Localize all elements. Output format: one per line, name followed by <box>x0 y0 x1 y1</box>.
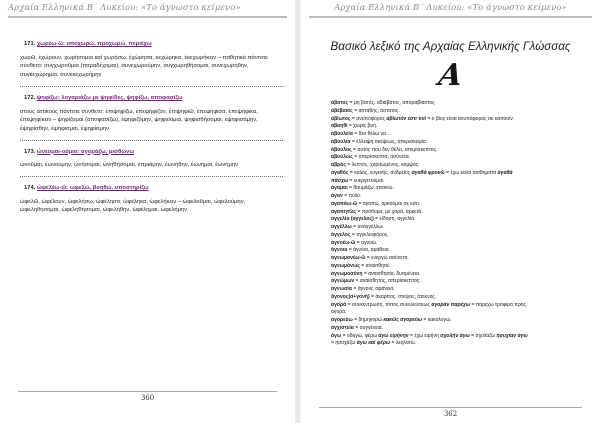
entry-body: στους αττικούς πάντοτε σύνθετο: ἐπιψηφίζω, ἐπεψήφιζον, ἐπιψηφιῶ, ἐπεψήφισα, ἐπεψήφικα, ἐπεψηφίκειν – ψηφίζομαι (αποφασίζω), ἐψηφιζόμην, ψηφιοῦμαι, ψηφισθήσομαι, ἐψηφισάμην, ἐψηφίσθην, ἐψήφισμαι, ἐψηφίσμην <box>20 108 258 132</box>
glossary-term: ἄβουλος <box>331 146 352 153</box>
left-page <box>0 0 296 423</box>
glossary-definition: = ο βίος είναι ανυπόφορος σε κάποιον. <box>425 115 515 122</box>
glossary-definition: = πολύ. <box>342 193 362 199</box>
verb-entry-172 <box>20 94 283 141</box>
glossary-list <box>331 100 585 348</box>
glossary-definition: = αναίσθητος, απερίσκεπτος. <box>354 278 421 285</box>
glossary-term: ἀγνωμόνως <box>331 262 360 269</box>
glossary-term: ἀβοηθί <box>331 123 348 130</box>
glossary-term: ἀγνωμοσύνη <box>331 270 363 277</box>
glossary-definition: = πρόθυμα, με χαρά, αρκετά. <box>356 208 423 215</box>
glossary-definition: = αγγελιοφόρος. <box>350 231 389 238</box>
glossary-definition: = άκαρπος, στείρος, άτεκνος. <box>369 293 437 300</box>
glossary-line <box>331 333 585 341</box>
glossary-term: ἀγνοέω-ῶ <box>331 239 356 246</box>
glossary-line <box>331 309 585 317</box>
glossary-term: ἀγνωσία <box>331 286 352 292</box>
entry-headword: ψηφίζω: λογαριάζω με ψηφίδες, ψηφίζω, αποφασίζω <box>36 94 183 101</box>
glossary-phrase: ἄγω καὶ φέρω <box>356 340 391 347</box>
entry-headword: ὠνέομαι-οῦμαι: αγοράζω, μισθώνω <box>36 148 135 155</box>
entry-heading <box>24 94 283 103</box>
glossary-definition: αγορά. <box>331 309 347 316</box>
glossary-term: ἄγονος(α+γονή) <box>331 293 370 300</box>
glossary-line <box>331 209 585 217</box>
glossary-term: ἀγαθός <box>331 169 349 176</box>
glossary-line <box>331 255 585 263</box>
glossary-definition: = αναίσθητα. <box>359 262 391 269</box>
glossary-line <box>331 247 585 255</box>
glossary-definition: = απερίσκεπτα, ασύνετα. <box>352 154 411 161</box>
glossary-definition: = αναγγέλλω. <box>351 224 384 230</box>
glossary-line <box>331 193 585 201</box>
glossary-line <box>331 100 585 108</box>
glossary-line <box>331 224 585 232</box>
glossary-phrase: ἀγαθά φρονῶ <box>411 169 445 176</box>
glossary-definition: = ασταθής, άστατος. <box>352 107 400 114</box>
left-page-content <box>20 40 283 221</box>
glossary-line <box>331 108 585 116</box>
glossary-definition: = κακολογώ. <box>422 317 452 323</box>
glossary-definition: = άγνοια, αφάνεια. <box>351 286 395 292</box>
glossary-term: ἄβατος <box>331 100 349 106</box>
glossary-line <box>331 340 585 348</box>
glossary-term: ἀγγελία (ἀγγελος) <box>331 216 374 223</box>
glossary-line <box>331 294 585 302</box>
glossary-phrase: κακῶς ἀγορεύω <box>383 317 422 323</box>
glossary-definition: = συνκέντρωση, τόπος συνελεύσεως <box>346 301 432 308</box>
running-head-right: Αρχαία Ελληνικά Β΄ Λυκείου: «Το άγνωστο κείμενο» <box>334 2 567 12</box>
glossary-term: ἀγγέλλω <box>331 224 352 230</box>
glossary-line <box>331 278 585 286</box>
glossary-definition: = παρέχω τρόφιμα προς <box>469 301 526 308</box>
glossary-term: ἀγαπητῶς <box>331 208 357 215</box>
entry-body: ὠνοῦμαι, ἐωνούμην, ὠνήσομαι, ὠνηθήσομαι, ἐπριάμην, ἑωνήθην, ἑώνημαι, ἑωνήμην <box>20 162 238 169</box>
entry-body: ὠφελῶ, ὠφέλουν, ὠφελήσω, ὠφέλησα, ὠφέληκα, ὠφελήκειν – ὠφελοῦμαι, ὠφελούμην, ὠφεληθήσομαι, ὠφεληθήσομαι, ὠφελήθην, ὠφέλημαι, ὠφελήμην <box>20 198 246 214</box>
glossary-definition: = αναισθησία, δυσμένεια. <box>362 270 421 277</box>
glossary-phrase: πάσχω <box>331 177 349 184</box>
verb-entry-171 <box>20 40 283 87</box>
header-rule-left <box>8 16 287 18</box>
glossary-line <box>331 325 585 333</box>
footer-rule-left <box>18 391 277 392</box>
glossary-phrase: ἀγαθά <box>497 169 513 176</box>
entry-heading <box>24 184 283 193</box>
glossary-phrase: ἡσυχίαν ἄγω <box>496 332 528 339</box>
glossary-definition: = έχω ειρήνη <box>408 332 441 339</box>
entry-separator <box>20 176 283 177</box>
glossary-definition: = λεηλατώ. <box>390 340 417 347</box>
glossary-definition: = έχω καλά αισθήματα <box>444 169 498 176</box>
glossary-definition: = είδηση, αγγελία. <box>373 216 416 223</box>
glossary-definition: = χωρίς βοή. <box>347 123 378 130</box>
entry-heading <box>24 40 283 49</box>
glossary-term: ἁβρός <box>331 162 347 168</box>
entry-heading <box>24 148 283 157</box>
page-number-left: 360 <box>140 394 155 402</box>
glossary-line <box>331 263 585 271</box>
entry-separator <box>20 86 283 87</box>
glossary-line <box>331 201 585 209</box>
glossary-line <box>331 232 585 240</box>
glossary-term: ἀβίωτος <box>331 115 351 122</box>
entry-number: 171. <box>24 41 36 47</box>
glossary-line <box>331 116 585 124</box>
entry-separator <box>20 140 283 141</box>
glossary-definition: = μη βατός, αδιάβατος, απαραβίαστος <box>348 100 435 106</box>
glossary-definition: = συγγένεια. <box>353 324 383 331</box>
right-page <box>301 0 600 423</box>
header-rule-right <box>309 16 592 18</box>
verb-entry-174 <box>20 184 283 215</box>
glossary-term: ἀβέβαιος <box>331 107 353 114</box>
glossary-term: ἀβουλεία <box>331 131 353 137</box>
glossary-term: ἄγαμαι <box>331 185 348 192</box>
glossary-line <box>331 286 585 294</box>
glossary-definition: = ησυχάζω <box>331 340 357 347</box>
glossary-line <box>331 139 585 147</box>
glossary-line <box>331 240 585 248</box>
glossary-line <box>331 317 585 325</box>
entry-number: 172. <box>24 94 36 101</box>
glossary-definition: = θαυμάζω, επαινώ. <box>347 185 394 192</box>
glossary-definition: = ενεργώ ασύνετα. <box>365 255 409 261</box>
glossary-definition: = δεν θέλω να… <box>352 131 391 137</box>
glossary-line <box>331 178 585 186</box>
glossary-phrase: ἀγοράν παρέχω <box>431 301 470 308</box>
glossary-term: ἀγνώμων <box>331 278 355 285</box>
glossary-term: ἀγορά <box>331 301 347 308</box>
running-head-left: Αρχαία Ελληνικά Β΄ Λυκείου: «Το άγνωστο κείμενο» <box>8 2 241 12</box>
glossary-line <box>331 271 585 279</box>
entry-number: 173. <box>24 148 36 155</box>
glossary-definition: = έλλειψη σκέψεως, απερισκεψία. <box>350 138 428 145</box>
glossary-definition: = ανυπόφορος <box>350 115 387 122</box>
glossary-line <box>331 131 585 139</box>
glossary-line <box>331 123 585 131</box>
entry-number: 174. <box>24 185 36 192</box>
glossary-phrase: ἄγω εἰρήνην <box>378 332 409 339</box>
glossary-term: ἄγω <box>331 332 342 339</box>
glossary-definition: = αγαπώ, αρκούμαι σε κάτι. <box>357 200 421 207</box>
section-letter: Α <box>436 58 465 93</box>
glossary-line <box>331 216 585 224</box>
glossary-line <box>331 170 585 178</box>
glossary-term: ἀγνωμονέω-ῶ <box>331 255 366 261</box>
glossary-term: ἀγχιστεία <box>331 324 354 331</box>
glossary-line <box>331 302 585 310</box>
verb-entry-173 <box>20 148 283 177</box>
glossary-term: ἀγορεύω <box>331 317 353 323</box>
entry-headword: χωρέω-ῶ: υποχωρώ, προχωρώ, περιέχω <box>36 41 152 47</box>
glossary-term: ἄγνοια <box>331 247 348 254</box>
glossary-definition: = δημηγορώ <box>352 317 384 323</box>
glossary-line <box>331 185 585 193</box>
glossary-term: ἄγγελος <box>331 231 351 238</box>
glossary-term: ἄγαν <box>331 193 343 199</box>
entry-headword: ὠφελέω-ῶ: ωφελώ, βοηθώ, υποστηρίζω <box>36 185 149 192</box>
glossary-term: ἀβούλως <box>331 154 353 161</box>
glossary-term: ἀγαπάω-ῶ <box>331 200 358 207</box>
glossary-definition: = αυτός που δεν θέλει, απερίσκεπτος. <box>351 146 438 153</box>
glossary-definition: = λεπτός, χαριτωμένος, κομψός. <box>346 162 420 168</box>
glossary-definition: = αγνοώ. <box>355 239 378 246</box>
glossary-line <box>331 147 585 155</box>
glossary-line <box>331 162 585 170</box>
glossary-definition: = σχολάζω <box>469 332 497 339</box>
glossary-definition: = οδηγώ, φέρω <box>341 332 379 339</box>
glossary-definition: = ευεργετούμαι. <box>348 177 385 184</box>
page-number-right: 362 <box>443 410 458 418</box>
glossary-definition: = καλός, ευγενής, ανδρείος <box>348 169 412 176</box>
glossary-definition: = άγνοια, αμάθεια. <box>347 247 390 254</box>
footer-rule-right <box>319 407 582 408</box>
glossary-phrase: σχολὴν ἄγω <box>440 332 470 339</box>
glossary-phrase: ἀβίωτόν ἐστι τινί <box>386 115 426 122</box>
glossary-term: ἀβουλία <box>331 138 351 145</box>
glossary-line <box>331 154 585 162</box>
dictionary-title: Βασικό λεξικό της Αρχαίας Ελληνικής Γλώσσας <box>330 40 571 53</box>
entry-body: χωρῶ, ἐχώρουν, χωρήσομαι καί χωρήσω, ἐχώρησα, κεχώρηκα, ἐκεχωρήκειν – παθητικό πάντοτε σύνθετο: συγχωροῦμαι (παραδέχομαι), συνεχωρούμην, συγχωρηθήσομαι, συνεχωρήθην, συγκεχώρημαι, συνεκεχωρήμην <box>20 54 268 79</box>
